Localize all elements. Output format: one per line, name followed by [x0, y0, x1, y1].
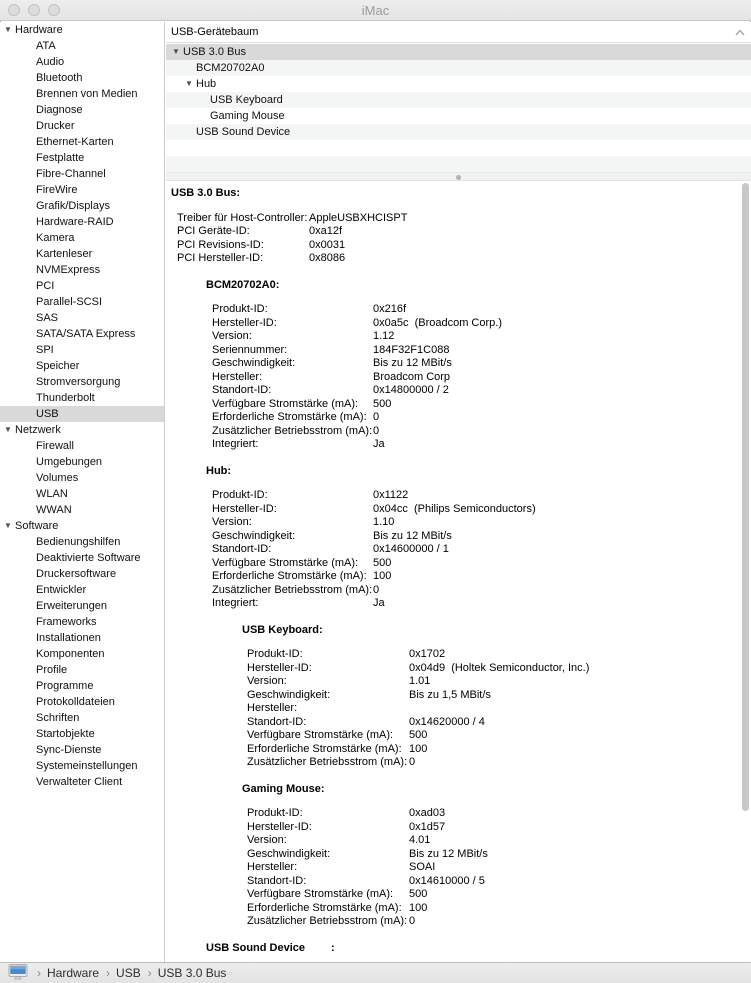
property-value: 1.01	[409, 675, 431, 687]
property-label: Treiber für Host-Controller:	[177, 211, 308, 224]
property-value: Ja	[373, 438, 385, 450]
property-value: 0x14620000 / 4	[409, 715, 485, 728]
sidebar-item-bluetooth[interactable]	[0, 70, 164, 86]
detail-sections	[166, 187, 751, 955]
property-row	[166, 516, 751, 530]
sidebar-item-kartenleser[interactable]	[0, 246, 164, 262]
property-row	[166, 425, 751, 439]
property-row	[166, 503, 751, 517]
sidebar-item-label: WWAN	[36, 504, 72, 516]
property-value: 0x8086	[309, 252, 346, 264]
sidebar-item-label: Ethernet-Karten	[36, 136, 114, 148]
property-value: SOAI	[409, 861, 436, 873]
tree-row-usb-keyboard[interactable]	[166, 92, 751, 108]
sidebar-item-sas[interactable]	[0, 310, 164, 326]
sidebar-item-diagnose[interactable]	[0, 102, 164, 118]
property-row	[166, 915, 751, 929]
breadcrumb-item-usb-3-0-bus[interactable]: USB 3.0 Bus	[157, 966, 227, 980]
device-name: USB Sound Device	[206, 941, 306, 954]
property-value: 0x1d57	[409, 820, 446, 833]
property-row	[166, 252, 751, 266]
property-row	[166, 821, 751, 835]
property-row	[166, 330, 751, 344]
device-name: BCM20702A0:	[206, 278, 280, 291]
tree-row-empty	[166, 140, 751, 156]
sidebar-item-label: Hardware-RAID	[36, 216, 114, 228]
tree-row-usb-sound-device[interactable]	[166, 124, 751, 140]
property-value: 0x14800000 / 2	[373, 384, 449, 396]
property-label: Hersteller:	[212, 370, 263, 383]
sidebar-item-label: Stromversorgung	[36, 376, 121, 388]
property-row	[166, 875, 751, 889]
sidebar-item-label: Komponenten	[36, 648, 105, 660]
breadcrumb-separator-icon: ›	[106, 966, 111, 980]
property-value: Broadcom Corp	[373, 370, 451, 383]
sidebar-item-label: Hardware	[15, 24, 63, 36]
tree-row-label: BCM20702A0	[196, 62, 265, 74]
property-row	[166, 743, 751, 757]
sidebar-item-label: Volumes	[36, 472, 79, 484]
sidebar-item-profile[interactable]	[0, 662, 164, 678]
device-section-usb-3-0-bus	[166, 187, 751, 266]
sidebar-item-kamera[interactable]	[0, 230, 164, 246]
sidebar-item-installationen[interactable]	[0, 630, 164, 646]
disclosure-triangle-icon[interactable]: ▼	[4, 25, 12, 34]
breadcrumb-item-hardware[interactable]: Hardware	[47, 966, 100, 980]
property-row	[166, 662, 751, 676]
property-row	[166, 303, 751, 317]
property-value: 184F32F1C088	[373, 343, 450, 356]
usb-device-tree	[166, 44, 751, 172]
property-value: 0x1702	[409, 648, 446, 660]
device-name: USB Keyboard:	[242, 623, 323, 636]
property-row	[166, 729, 751, 743]
minimize-button[interactable]	[28, 4, 40, 16]
sidebar-item-label: SAS	[36, 312, 59, 324]
property-row	[166, 357, 751, 371]
tree-row-label: Gaming Mouse	[210, 110, 285, 122]
sidebar-item-hardware[interactable]	[0, 22, 164, 38]
sidebar-item-bedienungshilfen[interactable]	[0, 534, 164, 550]
property-value: Ja	[373, 597, 385, 609]
zoom-button[interactable]	[48, 4, 60, 16]
property-value: 1.10	[373, 516, 395, 528]
property-label: Integriert:	[212, 597, 259, 609]
disclosure-triangle-icon[interactable]: ▼	[185, 79, 193, 88]
property-label: PCI Hersteller-ID:	[177, 252, 264, 264]
property-row	[166, 317, 751, 331]
property-label: Verfügbare Stromstärke (mA):	[247, 729, 394, 741]
tree-row-empty	[166, 156, 751, 172]
property-row	[166, 530, 751, 544]
sidebar-item-nvmexpress[interactable]	[0, 262, 164, 278]
breadcrumb	[30, 966, 226, 980]
property-value: 0	[409, 756, 416, 768]
property-value: 100	[409, 901, 428, 914]
sidebar-item-usb[interactable]	[0, 406, 164, 422]
sidebar-item-label: Kartenleser	[36, 248, 93, 260]
property-label: Hersteller:	[247, 702, 298, 714]
property-row	[166, 716, 751, 730]
sidebar-item-label: Protokolldateien	[36, 696, 115, 708]
property-row	[166, 225, 751, 239]
property-value: 0x14610000 / 5	[409, 874, 485, 887]
property-label: Erforderliche Stromstärke (mA):	[212, 570, 367, 582]
property-value: 500	[373, 556, 392, 569]
device-name: Gaming Mouse:	[242, 782, 325, 795]
property-label: Produkt-ID:	[247, 807, 303, 819]
sidebar-item-komponenten[interactable]	[0, 646, 164, 662]
property-row	[166, 861, 751, 875]
sidebar-item-label: Verwalteter Client	[36, 776, 123, 788]
sidebar-item-label: Programme	[36, 680, 94, 692]
disclosure-triangle-icon[interactable]: ▼	[4, 521, 12, 530]
disclosure-triangle-icon[interactable]: ▼	[172, 47, 180, 56]
tree-row-hub[interactable]	[166, 76, 751, 92]
property-row	[166, 597, 751, 611]
property-value: 0	[409, 915, 416, 927]
property-row	[166, 557, 751, 571]
property-label: Hersteller-ID:	[212, 502, 277, 515]
property-value: 0x04cc (Philips Semiconductors)	[373, 502, 536, 515]
sidebar-item-netzwerk[interactable]	[0, 422, 164, 438]
property-label: Standort-ID:	[247, 874, 307, 887]
property-label: Verfügbare Stromstärke (mA):	[212, 556, 359, 569]
sidebar-item-frameworks[interactable]	[0, 614, 164, 630]
sidebar-item-label: FireWire	[36, 184, 78, 196]
sidebar-item-deaktivierte-software[interactable]	[0, 550, 164, 566]
property-label: Version:	[212, 330, 252, 342]
sidebar-item-label: Drucker	[36, 120, 75, 132]
sidebar-item-label: Thunderbolt	[36, 392, 95, 404]
breadcrumb-bar	[0, 962, 751, 983]
property-label: Geschwindigkeit:	[212, 357, 296, 369]
property-label: Zusätzlicher Betriebsstrom (mA):	[247, 756, 408, 768]
property-value: 0x0031	[309, 238, 346, 251]
property-value: 0x1122	[373, 489, 409, 501]
close-button[interactable]	[8, 4, 20, 16]
device-section-usb-keyboard	[166, 624, 751, 770]
sidebar-item-schriften[interactable]	[0, 710, 164, 726]
sidebar-item-wlan[interactable]	[0, 486, 164, 502]
sidebar-item-label: Systemeinstellungen	[36, 760, 138, 772]
property-row	[166, 411, 751, 425]
device-tree-title: USB-Gerätebaum	[171, 26, 259, 38]
sidebar-item-druckersoftware[interactable]	[0, 566, 164, 582]
property-label: Erforderliche Stromstärke (mA):	[247, 901, 402, 914]
sidebar-item-label: Bedienungshilfen	[36, 536, 121, 548]
property-label: Produkt-ID:	[212, 489, 268, 501]
device-section-usb-sound-device	[166, 942, 751, 956]
sidebar-item-speicher[interactable]	[0, 358, 164, 374]
device-section-title	[166, 942, 751, 956]
breadcrumb-item-usb[interactable]: USB	[116, 966, 141, 980]
device-name: Hub:	[206, 464, 232, 477]
property-label: Version:	[247, 834, 287, 846]
disclosure-triangle-icon[interactable]: ▼	[4, 425, 12, 434]
property-row	[166, 371, 751, 385]
device-section-bcm20702a0	[166, 279, 751, 452]
device-details-pane	[166, 181, 751, 962]
sidebar-item-programme[interactable]	[0, 678, 164, 694]
property-value: 0xa12f	[309, 225, 343, 237]
sidebar-item-label: NVMExpress	[36, 264, 101, 276]
property-label: Hersteller-ID:	[247, 820, 312, 833]
sidebar-item-sync-dienste[interactable]	[0, 742, 164, 758]
sidebar-item-stromversorgung[interactable]	[0, 374, 164, 390]
sidebar-item-brennen-von-medien[interactable]	[0, 86, 164, 102]
device-section-title	[166, 624, 751, 638]
property-value: AppleUSBXHCISPT	[309, 211, 408, 224]
sidebar-item-audio[interactable]	[0, 54, 164, 70]
property-label: Integriert:	[212, 438, 259, 450]
sidebar-item-label: Festplatte	[36, 152, 85, 164]
property-value: 0xad03	[409, 807, 446, 819]
property-value: 4.01	[409, 834, 431, 846]
sidebar-item-label: SATA/SATA Express	[36, 328, 136, 340]
property-label: PCI Geräte-ID:	[177, 225, 250, 237]
main-pane	[166, 22, 751, 962]
sidebar-item-volumes[interactable]	[0, 470, 164, 486]
sidebar-item-label: Diagnose	[36, 104, 83, 116]
property-label: Erforderliche Stromstärke (mA):	[247, 742, 402, 755]
sidebar-item-label: Druckersoftware	[36, 568, 117, 580]
sidebar-item-systemeinstellungen[interactable]	[0, 758, 164, 774]
sidebar-item-label: PCI	[36, 280, 55, 292]
property-label: Seriennummer:	[212, 343, 288, 356]
sidebar-item-startobjekte[interactable]	[0, 726, 164, 742]
sidebar-item-label: Profile	[36, 664, 68, 676]
sidebar-item-sata-sata-express[interactable]	[0, 326, 164, 342]
property-label: Verfügbare Stromstärke (mA):	[247, 888, 394, 900]
breadcrumb-separator-icon: ›	[37, 966, 41, 980]
property-label: Zusätzlicher Betriebsstrom (mA):	[247, 915, 408, 927]
property-label: PCI Revisions-ID:	[177, 238, 264, 251]
property-value: Bis zu 12 MBit/s	[409, 847, 488, 860]
sidebar-item-firewall[interactable]	[0, 438, 164, 454]
property-row	[166, 702, 751, 716]
property-row	[166, 344, 751, 358]
property-row	[166, 570, 751, 584]
property-value: 0x14600000 / 1	[373, 543, 449, 555]
sidebar-item-parallel-scsi[interactable]	[0, 294, 164, 310]
sidebar-item-label: ATA	[36, 40, 56, 52]
property-label: Geschwindigkeit:	[212, 529, 296, 542]
pane-splitter[interactable]	[166, 172, 751, 181]
property-value: 0	[373, 583, 380, 596]
imac-icon	[8, 964, 28, 983]
device-section-title	[166, 465, 751, 479]
sidebar-item-label: Grafik/Displays	[36, 200, 110, 212]
splitter-handle-icon	[456, 175, 461, 180]
sidebar-item-entwickler[interactable]	[0, 582, 164, 598]
property-row	[166, 689, 751, 703]
property-label: Standort-ID:	[247, 715, 307, 728]
sidebar-item-spi[interactable]	[0, 342, 164, 358]
property-value: 500	[409, 888, 428, 900]
sidebar-item-grafik-displays[interactable]	[0, 198, 164, 214]
property-row	[166, 807, 751, 821]
sidebar-item-ata[interactable]	[0, 38, 164, 54]
property-row	[166, 902, 751, 916]
device-tree-header	[166, 22, 751, 43]
property-value: 100	[373, 570, 392, 582]
property-label: Produkt-ID:	[247, 648, 303, 660]
property-value: 100	[409, 742, 428, 755]
sidebar-item-label: WLAN	[36, 488, 68, 500]
sidebar-item-label: Parallel-SCSI	[36, 296, 103, 308]
property-value: Bis zu 1,5 MBit/s	[409, 688, 491, 701]
property-row	[166, 239, 751, 253]
property-value: 500	[373, 397, 392, 410]
category-sidebar	[0, 22, 165, 962]
device-section-hub	[166, 465, 751, 611]
property-label: Version:	[247, 675, 287, 687]
tree-row-gaming-mouse[interactable]	[166, 108, 751, 124]
sidebar-item-label: Audio	[36, 56, 65, 68]
vertical-scrollbar[interactable]	[742, 183, 749, 960]
sidebar-item-fibre-channel[interactable]	[0, 166, 164, 182]
breadcrumb-separator-icon: ›	[147, 966, 152, 980]
sidebar-item-label: Speicher	[36, 360, 80, 372]
property-row	[166, 834, 751, 848]
sidebar-item-drucker[interactable]	[0, 118, 164, 134]
sidebar-item-label: Kamera	[36, 232, 75, 244]
sidebar-item-erweiterungen[interactable]	[0, 598, 164, 614]
sidebar-item-label: Fibre-Channel	[36, 168, 106, 180]
sidebar-item-label: Firewall	[36, 440, 74, 452]
property-row	[166, 584, 751, 598]
property-row	[166, 438, 751, 452]
property-value: 1.12	[373, 330, 395, 342]
device-section-title	[166, 187, 751, 201]
tree-row-bcm20702a0[interactable]	[166, 60, 751, 76]
sidebar-item-thunderbolt[interactable]	[0, 390, 164, 406]
property-label: Geschwindigkeit:	[247, 688, 331, 701]
sidebar-item-label: Frameworks	[36, 616, 97, 628]
sidebar-item-label: Sync-Dienste	[36, 744, 102, 756]
property-label: Standort-ID:	[212, 543, 272, 555]
sidebar-item-label: Umgebungen	[36, 456, 103, 468]
property-value: 0	[373, 424, 380, 437]
device-section-title	[166, 783, 751, 797]
sidebar-item-firewire[interactable]	[0, 182, 164, 198]
tree-row-label: Hub	[196, 78, 217, 90]
property-label: Hersteller-ID:	[212, 316, 277, 329]
sidebar-item-label: Entwickler	[36, 584, 87, 596]
window-title: iMac	[361, 3, 390, 18]
property-label: Standort-ID:	[212, 384, 272, 396]
property-row	[166, 648, 751, 662]
property-label: Hersteller-ID:	[247, 661, 312, 674]
device-section-title	[166, 279, 751, 293]
sidebar-item-verwalteter-client[interactable]	[0, 774, 164, 790]
sidebar-item-ethernet-karten[interactable]	[0, 134, 164, 150]
sidebar-item-label: Bluetooth	[36, 72, 83, 84]
property-value	[409, 702, 751, 716]
property-value: Bis zu 12 MBit/s	[373, 529, 452, 542]
title-bar	[0, 0, 751, 21]
property-value: 0	[373, 411, 380, 423]
sidebar-item-festplatte[interactable]	[0, 150, 164, 166]
property-label: Erforderliche Stromstärke (mA):	[212, 411, 367, 423]
sidebar-item-label: SPI	[36, 344, 54, 356]
property-row	[166, 756, 751, 770]
sidebar-item-label: Startobjekte	[36, 728, 95, 740]
sidebar-item-software[interactable]	[0, 518, 164, 534]
sidebar-item-wwan[interactable]	[0, 502, 164, 518]
device-name-colon: :	[331, 941, 335, 954]
sidebar-item-label: Netzwerk	[15, 424, 61, 436]
sidebar-item-label: Deaktivierte Software	[36, 552, 141, 564]
tree-row-usb-3-0-bus[interactable]	[166, 44, 751, 60]
property-row	[166, 543, 751, 557]
sidebar-item-label: Installationen	[36, 632, 101, 644]
tree-row-label: USB Sound Device	[196, 126, 291, 138]
sidebar-item-umgebungen[interactable]	[0, 454, 164, 470]
sidebar-item-label: Brennen von Medien	[36, 88, 138, 100]
tree-row-label: USB Keyboard	[210, 94, 283, 106]
property-row	[166, 398, 751, 412]
scrollbar-thumb[interactable]	[742, 183, 749, 811]
property-value: 0x04d9 (Holtek Semiconductor, Inc.)	[409, 661, 590, 674]
property-label: Geschwindigkeit:	[247, 847, 331, 860]
property-row	[166, 848, 751, 862]
property-label: Version:	[212, 516, 252, 528]
sidebar-item-label: Schriften	[36, 712, 80, 724]
sidebar-item-label: Software	[15, 520, 59, 532]
property-row	[166, 675, 751, 689]
sidebar-item-label: USB	[36, 408, 59, 420]
chevron-up-icon[interactable]	[735, 29, 745, 36]
property-value: Bis zu 12 MBit/s	[373, 357, 452, 369]
device-section-gaming-mouse	[166, 783, 751, 929]
property-value: 500	[409, 729, 428, 741]
property-value: 0x216f	[373, 303, 407, 315]
sidebar-item-label: Erweiterungen	[36, 600, 107, 612]
property-label: Zusätzlicher Betriebsstrom (mA):	[212, 424, 373, 437]
property-label: Produkt-ID:	[212, 303, 268, 315]
property-row	[166, 489, 751, 503]
property-row	[166, 212, 751, 226]
sidebar-item-pci[interactable]	[0, 278, 164, 294]
property-row	[166, 384, 751, 398]
property-label: Hersteller:	[247, 861, 298, 873]
sidebar-item-protokolldateien[interactable]	[0, 694, 164, 710]
property-value: 0x0a5c (Broadcom Corp.)	[373, 316, 502, 329]
property-label: Zusätzlicher Betriebsstrom (mA):	[212, 583, 373, 596]
tree-row-label: USB 3.0 Bus	[183, 46, 246, 58]
device-name: USB 3.0 Bus:	[171, 187, 241, 199]
sidebar-item-hardware-raid[interactable]	[0, 214, 164, 230]
property-label: Verfügbare Stromstärke (mA):	[212, 397, 359, 410]
property-row	[166, 888, 751, 902]
